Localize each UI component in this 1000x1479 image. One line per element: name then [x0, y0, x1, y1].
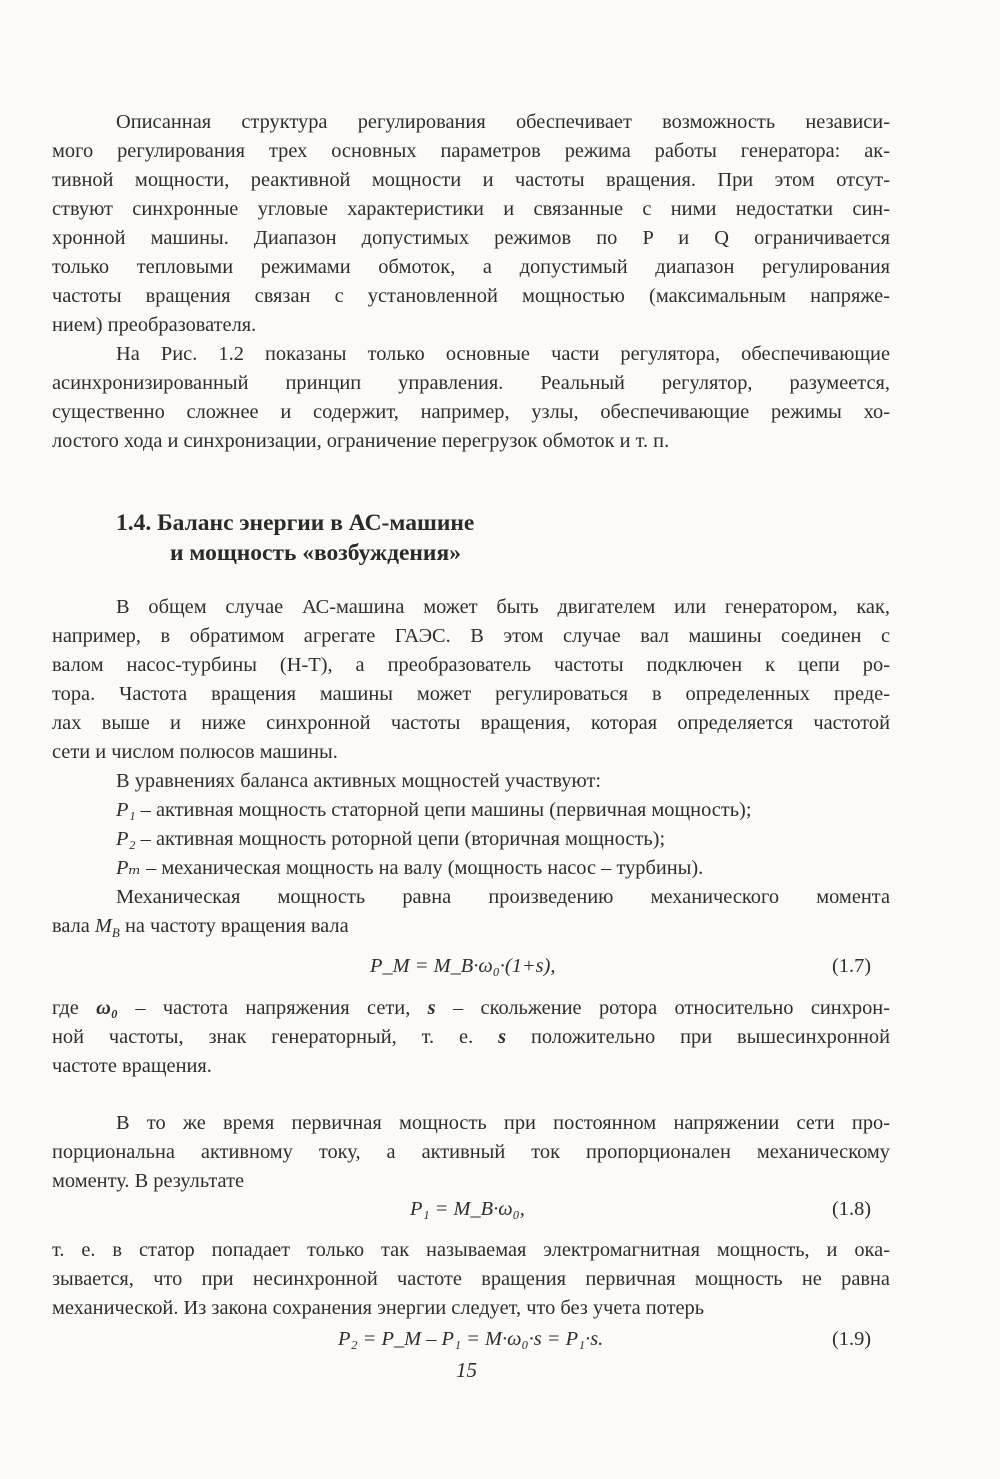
- text-line: ной частоты, знак генераторный, т. е. s положительно при вышесинхронной: [52, 1026, 891, 1048]
- text-line: тора. Частота вращения машины может регулироваться в определенных преде-: [52, 683, 890, 705]
- text-line: где ω₀ – частота напряжения сети, s – скольжение ротора относительно синхрон-: [52, 997, 891, 1019]
- text-line: тивной мощности, реактивной мощности и частоты вращения. При этом отсут-: [52, 169, 890, 191]
- list-item: P₂ – активная мощность роторной цепи (вторичная мощность);: [116, 828, 666, 850]
- text-line: механической. Из закона сохранения энергии следует, что без учета потерь: [52, 1297, 705, 1319]
- text-line: частоты вращения связан с установленной мощностью (максимальным напряже-: [52, 285, 890, 307]
- equation-number: (1.7): [832, 955, 872, 977]
- text-line: ствуют синхронные угловые характеристики и связанные с ними недостатки син-: [52, 198, 890, 220]
- symbol: P₂: [116, 828, 136, 850]
- text-line: частоте вращения.: [52, 1055, 212, 1077]
- list-item: Pₘ – механическая мощность на валу (мощность насос – турбины).: [116, 857, 704, 879]
- page-number: 15: [456, 1358, 477, 1382]
- text-line: Механическая мощность равна произведению механического момента: [116, 886, 890, 908]
- equation-number: (1.9): [832, 1328, 872, 1350]
- text-line: В уравнениях баланса активных мощностей участвуют:: [116, 770, 602, 792]
- text-line: лах выше и ниже синхронной частоты вращения, которая определяется частотой: [52, 712, 890, 734]
- text-line: зывается, что при несинхронной частоте вращения первичная мощность не равна: [52, 1268, 890, 1290]
- equation-1-9: P₂ = P_M – P₁ = M·ω₀·s = P₁·s.: [338, 1328, 604, 1350]
- symbol: $M_B$: [94, 915, 120, 941]
- text-line: только тепловыми режимами обмоток, а допустимый диапазон регулирования: [52, 256, 890, 278]
- section-heading-line2: и мощность «возбуждения»: [170, 540, 461, 566]
- symbol: P₁: [116, 799, 136, 821]
- symbol: Pₘ: [116, 857, 141, 879]
- equation-1-8: P₁ = M_B·ω₀,: [410, 1198, 525, 1220]
- text-line: вала $M_B$ на частоту вращения вала: [52, 915, 349, 941]
- text-line: нием) преобразователя.: [52, 314, 257, 336]
- text-line: существенно сложнее и содержит, например, узлы, обеспечивающие режимы хо-: [52, 401, 890, 423]
- text-line: порциональна активному току, а активный ток пропорционален механическому: [52, 1141, 890, 1163]
- equation-number: (1.8): [832, 1198, 872, 1220]
- text-line: хронной машины. Диапазон допустимых режимов по P и Q ограничивается: [52, 227, 890, 249]
- text-line: сети и числом полюсов машины.: [52, 741, 338, 763]
- text-line: лостого хода и синхронизации, ограничение перегрузок обмоток и т. п.: [52, 430, 670, 452]
- text-line: В общем случае АС-машина может быть двигателем или генератором, как,: [116, 596, 890, 618]
- equation-1-7: P_M = M_B·ω₀·(1+s),: [370, 955, 556, 977]
- text-line: мого регулирования трех основных параметров режима работы генератора: ак-: [52, 140, 890, 162]
- text-line: моменту. В результате: [52, 1170, 245, 1192]
- text-line: т. е. в статор попадает только так называемая электромагнитная мощность, и ока-: [52, 1239, 890, 1261]
- text-line: На Рис. 1.2 показаны только основные части регулятора, обеспечивающие: [116, 343, 890, 365]
- list-item: P₁ – активная мощность статорной цепи машины (первичная мощность);: [116, 799, 752, 821]
- text-line: В то же время первичная мощность при постоянном напряжении сети про-: [116, 1112, 890, 1134]
- section-heading-line1: 1.4. Баланс энергии в АС-машине: [116, 510, 475, 536]
- text-line: асинхронизированный принцип управления. Реальный регулятор, разумеется,: [52, 372, 890, 394]
- text-line: Описанная структура регулирования обеспечивает возможность независи-: [116, 111, 890, 133]
- text-line: валом насос-турбины (Н-Т), а преобразователь частоты подключен к цепи ро-: [52, 654, 890, 676]
- text-line: например, в обратимом агрегате ГАЭС. В этом случае вал машины соединен с: [52, 625, 890, 647]
